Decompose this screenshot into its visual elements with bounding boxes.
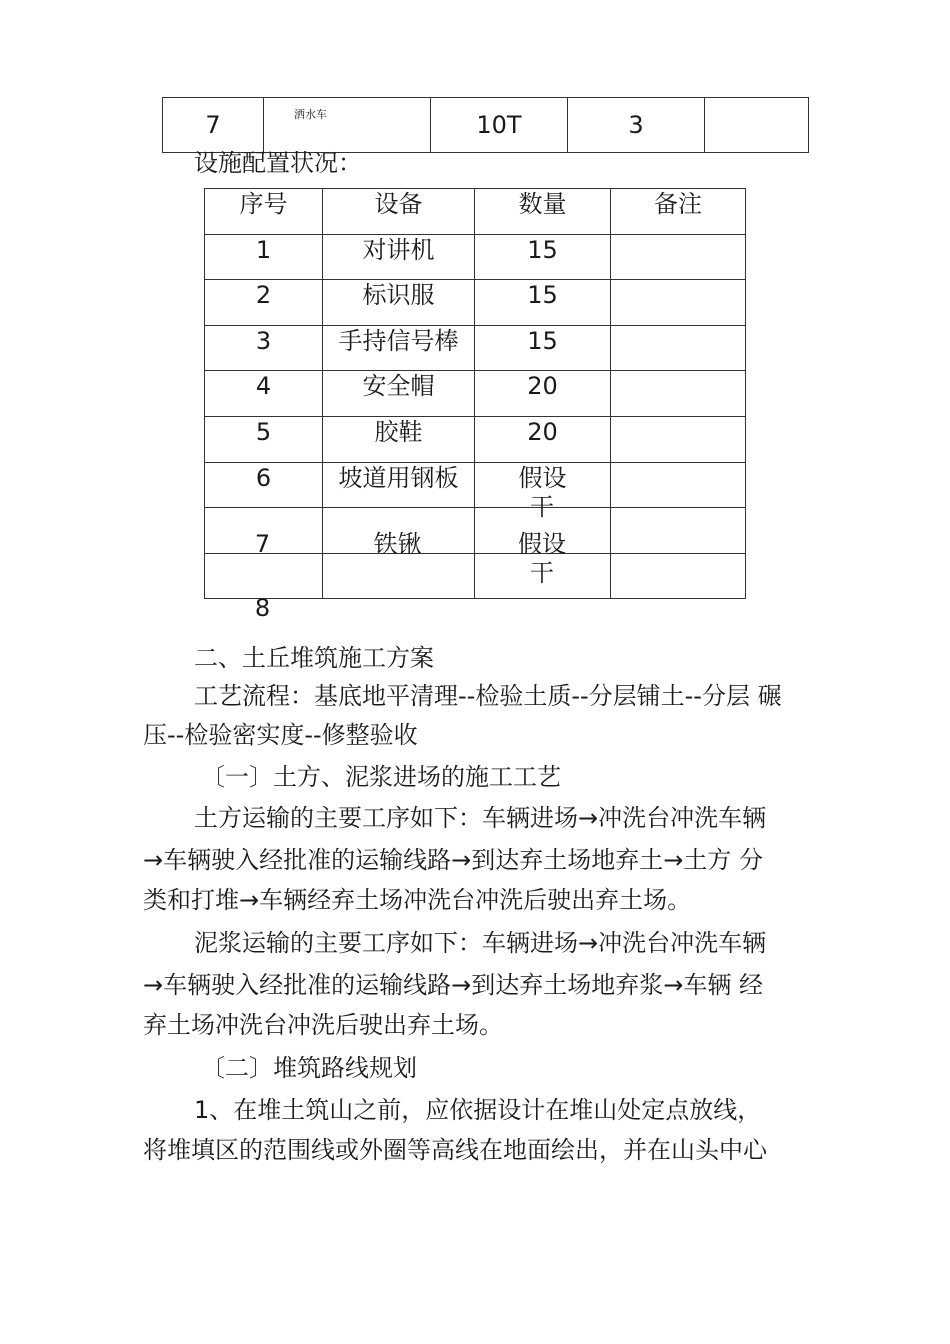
- row-qty: 15: [475, 280, 611, 326]
- header-device: 设备: [323, 189, 475, 235]
- paragraph-line: 泥浆运输的主要工序如下：车辆进场→冲洗台冲洗车辆: [194, 929, 767, 957]
- table-row: [205, 371, 746, 417]
- table-row: [205, 234, 746, 280]
- vehicle-note: [705, 98, 809, 153]
- row-qty: 15: [475, 234, 611, 280]
- header-qty: 数量: [475, 189, 611, 235]
- header-note: 备注: [611, 189, 746, 235]
- row-note-empty: [611, 553, 746, 599]
- row-note: [611, 371, 746, 417]
- paragraph-line: 压--检验密实度--修整验收: [143, 721, 418, 749]
- row-no-empty: [205, 553, 323, 599]
- table-row: [205, 280, 746, 326]
- row-note: [611, 280, 746, 326]
- row7-qty: 假设: [518, 530, 566, 558]
- row-no: 1: [205, 234, 323, 280]
- row-note-empty: [611, 508, 746, 554]
- row7-no: 7: [254, 530, 271, 558]
- row-device: 安全帽: [323, 371, 475, 417]
- row-device-empty: [323, 553, 475, 599]
- row-note: [611, 234, 746, 280]
- vehicle-name: 洒水车: [264, 98, 431, 153]
- row-device: 对讲机: [323, 234, 475, 280]
- row-note: [611, 416, 746, 462]
- row-no: 5: [205, 416, 323, 462]
- subsection-heading: 〔一〕土方、泥浆进场的施工工艺: [201, 763, 561, 791]
- row-device: 标识服: [323, 280, 475, 326]
- vehicle-table-continuation: [162, 97, 809, 153]
- header-no: 序号: [205, 189, 323, 235]
- row-no: 3: [205, 325, 323, 371]
- vehicle-quantity: 3: [568, 98, 705, 153]
- row-device: 坡道用钢板: [323, 462, 475, 508]
- row-qty: 假设: [475, 462, 611, 508]
- row8-no: 8: [254, 594, 271, 622]
- table-row: [205, 416, 746, 462]
- row-qty: 20: [475, 371, 611, 417]
- paragraph-line: 1、在堆土筑山之前，应依据设计在堆山处定点放线，: [194, 1096, 762, 1124]
- table-row: [163, 98, 809, 153]
- section-heading: 二、土丘堆筑施工方案: [194, 644, 434, 672]
- row-no: 4: [205, 371, 323, 417]
- table-row: [205, 325, 746, 371]
- paragraph-line: 土方运输的主要工序如下：车辆进场→冲洗台冲洗车辆: [194, 804, 767, 832]
- paragraph-line: 弃土场冲洗台冲洗后驶出弃土场。: [143, 1011, 503, 1039]
- paragraph-line: 将堆填区的范围线或外圈等高线在地面绘出，并在山头中心: [143, 1136, 767, 1164]
- row7-qty-wrap: 干: [530, 559, 554, 587]
- paragraph-line: 类和打堆→车辆经弃土场冲洗台冲洗后驶出弃土场。: [143, 886, 692, 914]
- row-qty: 20: [475, 416, 611, 462]
- row-no: 6: [205, 462, 323, 508]
- row7-device: 铁锹: [373, 530, 422, 558]
- section-label: 设施配置状况：: [194, 149, 362, 177]
- row-qty: 15: [475, 325, 611, 371]
- vehicle-spec: 10T: [431, 98, 568, 153]
- row6-qty-wrap: 干: [530, 493, 554, 521]
- row-device: 胶鞋: [323, 416, 475, 462]
- paragraph-line: 工艺流程：基底地平清理--检验土质--分层铺土--分层 碾: [194, 682, 782, 710]
- row-note: [611, 325, 746, 371]
- paragraph-line: →车辆驶入经批准的运输线路→到达弃土场地弃浆→车辆 经: [143, 971, 763, 999]
- subsection-heading: 〔二〕堆筑路线规划: [201, 1054, 417, 1082]
- table-header-row: [205, 189, 746, 235]
- paragraph-line: →车辆驶入经批准的运输线路→到达弃土场地弃土→土方 分: [143, 846, 763, 874]
- row-device: 手持信号棒: [323, 325, 475, 371]
- row-no: 2: [205, 280, 323, 326]
- row-note: [611, 462, 746, 508]
- row-number: 7: [163, 98, 264, 153]
